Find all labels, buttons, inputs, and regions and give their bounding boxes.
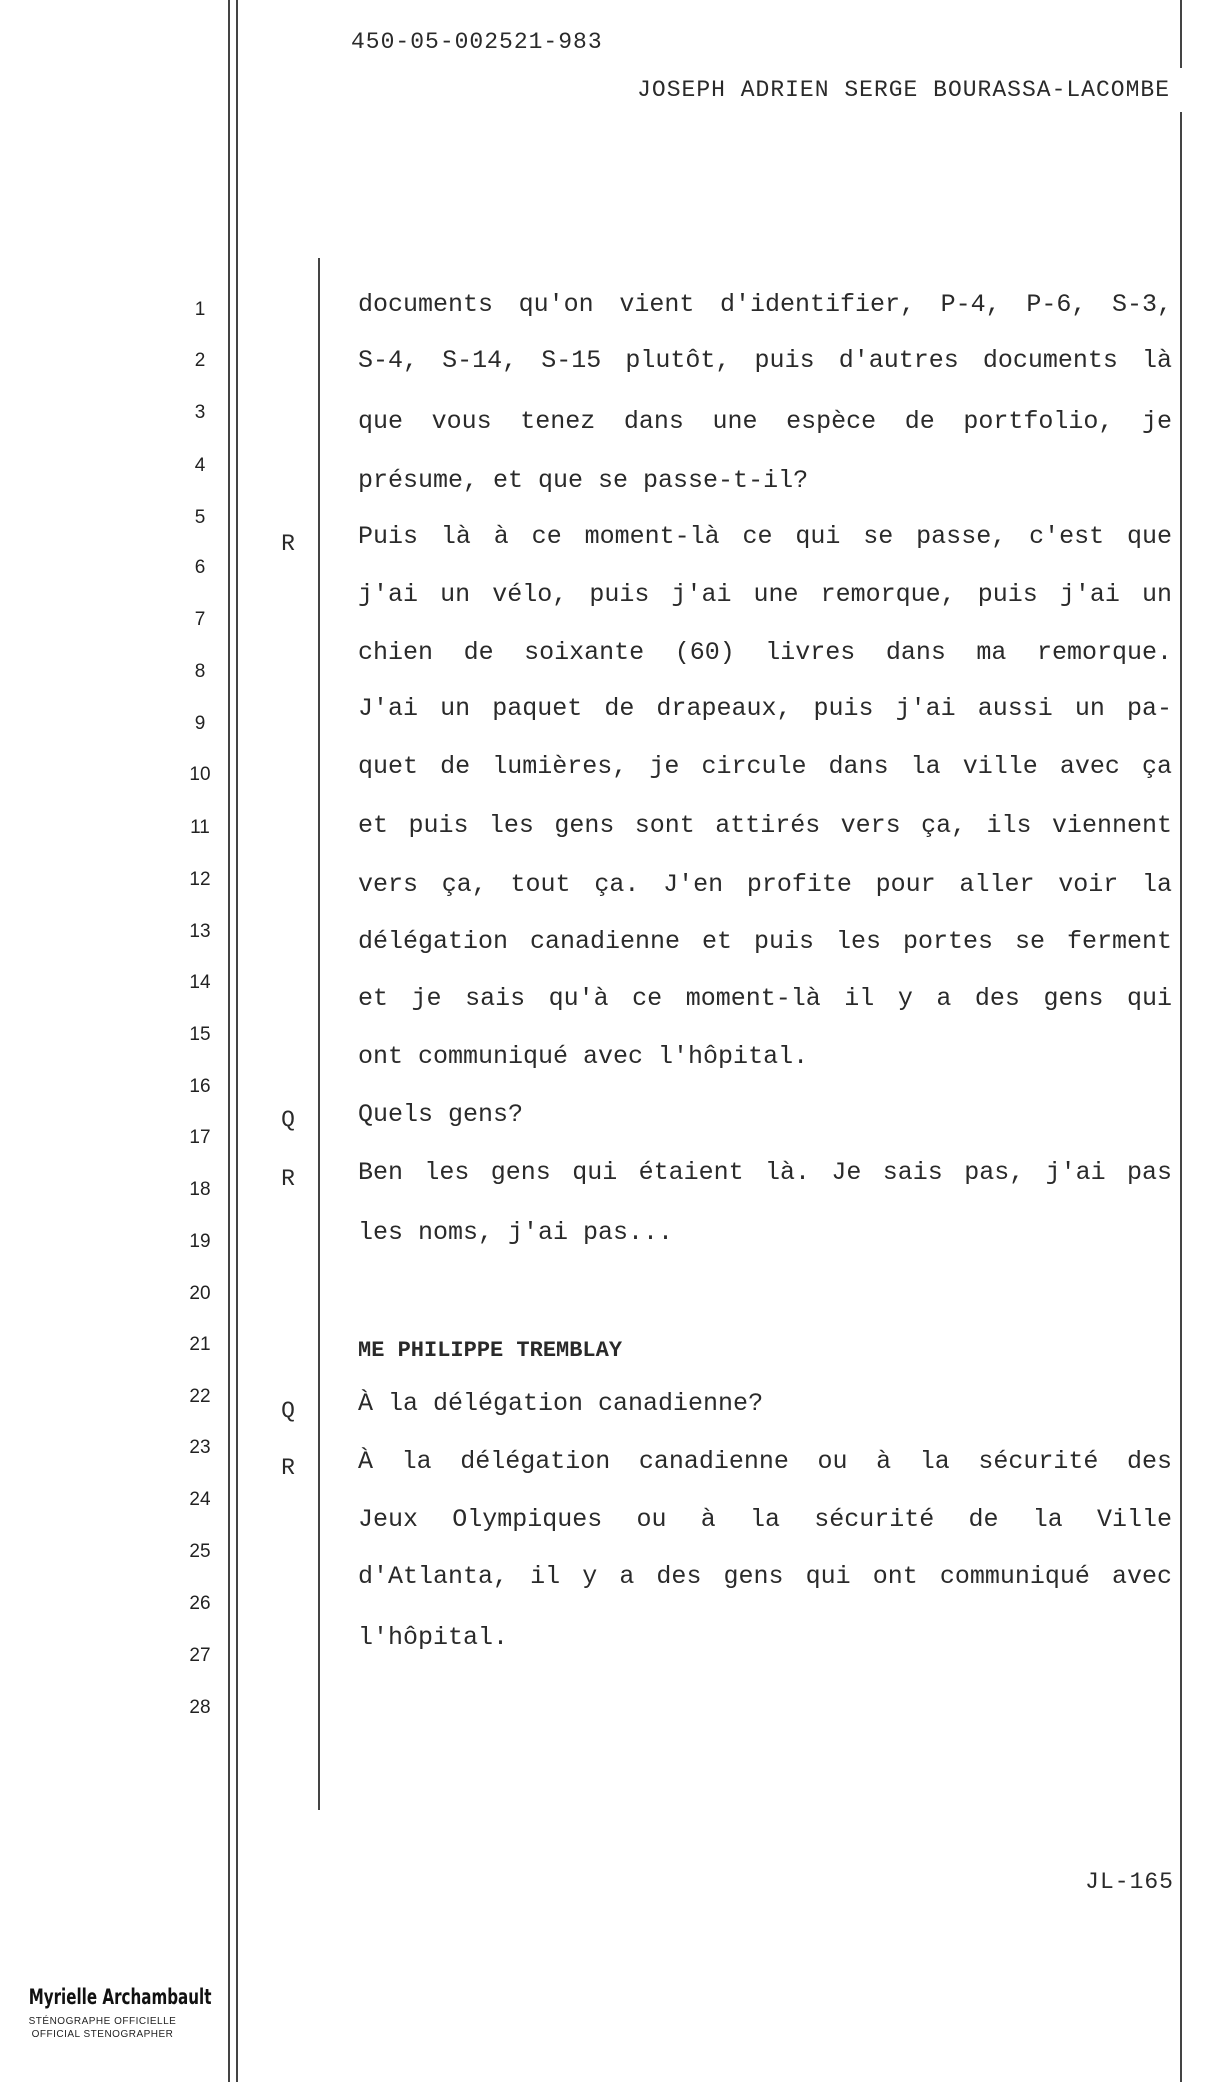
answer-marker: R	[281, 1166, 295, 1192]
line-number: 4	[194, 455, 206, 476]
line-number: 23	[189, 1437, 211, 1458]
transcript-line: J'ai un paquet de drapeaux, puis j'ai aussi un pa-	[358, 694, 1172, 723]
line-number: 27	[189, 1645, 211, 1666]
left-margin-line-inner	[236, 0, 238, 2082]
transcript-line: Quels gens?	[358, 1100, 524, 1129]
answer-marker: R	[281, 531, 295, 557]
transcript-line: quet de lumières, je circule dans la ville avec ça	[358, 752, 1172, 781]
line-number: 2	[194, 350, 206, 371]
text-column-line	[318, 258, 320, 1810]
line-number: 26	[189, 1593, 211, 1614]
transcript-line: À la délégation canadienne ou à la sécurité des	[358, 1447, 1172, 1476]
line-number: 18	[189, 1179, 211, 1200]
line-number: 10	[189, 764, 211, 785]
transcript-line: Ben les gens qui étaient là. Je sais pas, j'ai pas	[358, 1158, 1172, 1187]
transcript-line: et puis les gens sont attirés vers ça, ils viennent	[358, 811, 1172, 840]
line-number: 1	[194, 299, 206, 320]
case-number: 450-05-002521-983	[351, 29, 603, 55]
line-number: 24	[189, 1489, 211, 1510]
transcript-line: j'ai un vélo, puis j'ai une remorque, puis j'ai un	[358, 580, 1172, 609]
line-number: 13	[189, 921, 211, 942]
stenographer-title-en: OFFICIAL STENOGRAPHER	[31, 2029, 174, 2040]
line-number: 22	[189, 1386, 211, 1407]
question-marker: Q	[281, 1107, 295, 1133]
line-number: 3	[194, 402, 206, 423]
right-margin-line-bottom	[1180, 112, 1182, 2082]
line-number: 25	[189, 1541, 211, 1562]
transcript-line: Jeux Olympiques ou à la sécurité de la Ville	[358, 1505, 1172, 1534]
line-number: 12	[189, 869, 211, 890]
witness-name: JOSEPH ADRIEN SERGE BOURASSA-LACOMBE	[637, 77, 1170, 103]
stenographer-title-fr: STÉNOGRAPHE OFFICIELLE	[28, 2016, 177, 2027]
line-number: 11	[190, 817, 210, 838]
transcript-line: et je sais qu'à ce moment-là il y a des gens qui	[358, 984, 1172, 1013]
line-number: 8	[194, 661, 206, 682]
transcript-line: l'hôpital.	[358, 1623, 509, 1652]
transcript-line: que vous tenez dans une espèce de portfolio, je	[358, 407, 1172, 436]
line-number: 14	[189, 972, 211, 993]
stenographer-name: Myrielle Archambault	[28, 1985, 212, 2009]
transcript-line: vers ça, tout ça. J'en profite pour aller voir la	[358, 870, 1172, 899]
transcript-line: ont communiqué avec l'hôpital.	[358, 1042, 809, 1071]
transcript-line: d'Atlanta, il y a des gens qui ont communiqué avec	[358, 1562, 1172, 1591]
line-number: 6	[194, 557, 206, 578]
transcript-line: S-4, S-14, S-15 plutôt, puis d'autres documents là	[358, 346, 1172, 375]
transcript-line: chien de soixante (60) livres dans ma remorque.	[358, 638, 1172, 667]
page-number: JL-165	[1085, 1869, 1174, 1895]
transcript-line: Puis là à ce moment-là ce qui se passe, c'est que	[358, 522, 1172, 551]
line-number: 9	[194, 713, 206, 734]
answer-marker: R	[281, 1455, 295, 1481]
line-number: 21	[189, 1334, 211, 1355]
transcript-line: délégation canadienne et puis les portes se ferment	[358, 927, 1172, 956]
line-number: 19	[189, 1231, 211, 1252]
line-number: 15	[189, 1024, 211, 1045]
transcript-line: présume, et que se passe-t-il?	[358, 466, 809, 495]
line-number: 20	[189, 1283, 211, 1304]
transcript-line: À la délégation canadienne?	[358, 1389, 764, 1418]
line-number: 5	[194, 507, 206, 528]
line-number: 28	[189, 1697, 211, 1718]
right-margin-line-top	[1180, 0, 1182, 68]
stenographer-logo	[0, 1985, 212, 2041]
transcript-line: documents qu'on vient d'identifier, P-4, P-6, S-3,	[358, 290, 1172, 319]
line-number: 16	[189, 1076, 211, 1097]
speaker-heading: ME PHILIPPE TREMBLAY	[358, 1338, 623, 1363]
question-marker: Q	[281, 1398, 295, 1424]
transcript-line: les noms, j'ai pas...	[358, 1218, 674, 1247]
line-number: 7	[194, 609, 206, 630]
line-number: 17	[189, 1127, 211, 1148]
